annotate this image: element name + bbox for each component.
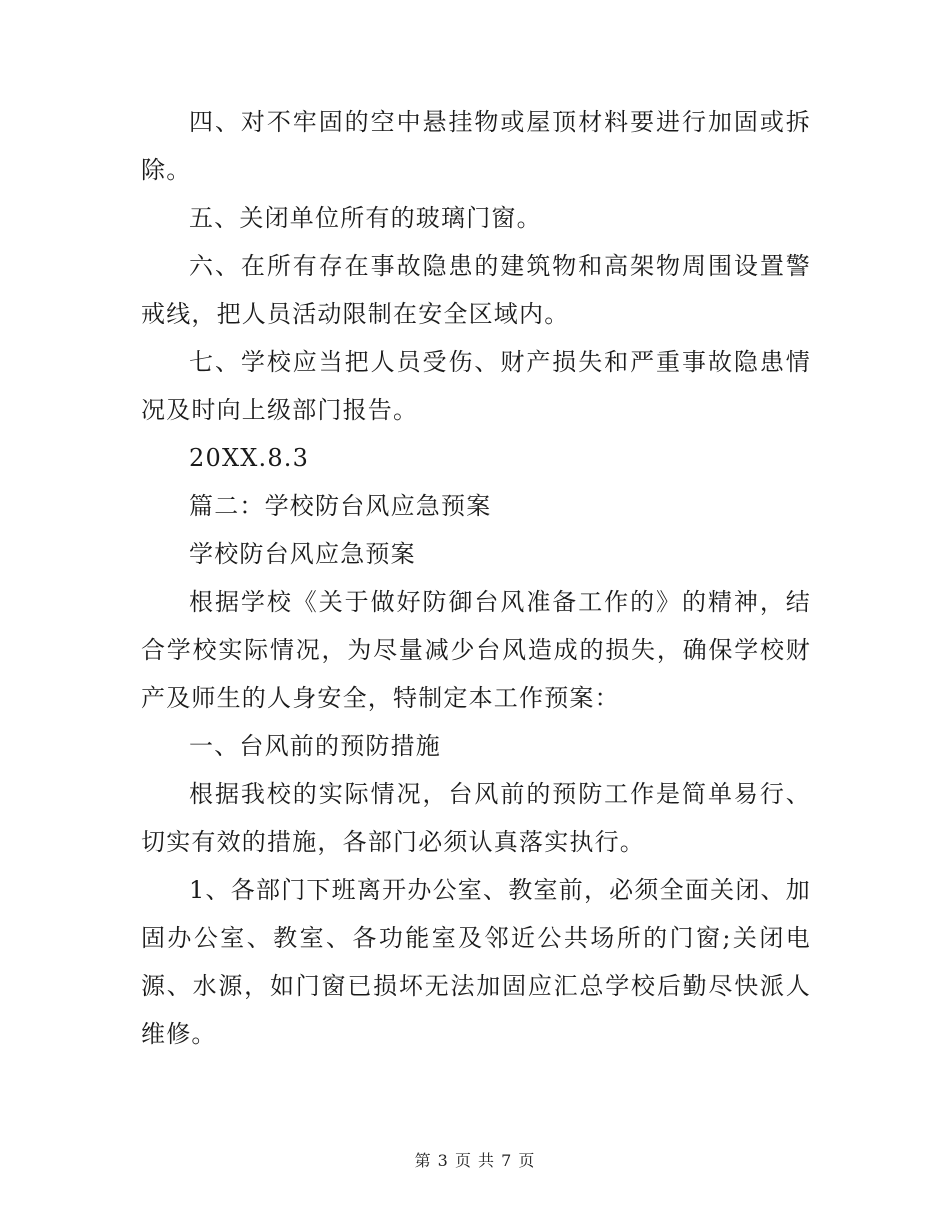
- paragraph-item-7: 七、学校应当把人员受伤、财产损失和严重事故隐患情况及时向上级部门报告。: [141, 348, 811, 424]
- measure-item-1: 1、各部门下班离开办公室、教室前，必须全面关闭、加固办公室、教室、各功能室及邻近公共场所的门窗;关闭电源、水源，如门窗已损坏无法加固应汇总学校后勤尽快派人维修。: [141, 876, 811, 1048]
- paragraph-item-6: 六、在所有存在事故隐患的建筑物和高架物周围设置警戒线，把人员活动限制在安全区域内。: [141, 252, 811, 328]
- section-heading: 篇二：学校防台风应急预案: [189, 492, 492, 520]
- paragraph-item-4: 四、对不牢固的空中悬挂物或屋顶材料要进行加固或拆除。: [141, 108, 811, 184]
- document-date: 20XX.8.3: [189, 444, 310, 472]
- document-body: [141, 98, 811, 1058]
- prevention-paragraph: 根据我校的实际情况，台风前的预防工作是简单易行、切实有效的措施，各部门必须认真落实执行。: [141, 780, 811, 856]
- document-title: 学校防台风应急预案: [189, 540, 416, 568]
- page-number: 第 3 页 共 7 页: [414, 1151, 536, 1170]
- subsection-heading: 一、台风前的预防措施: [189, 732, 441, 760]
- intro-paragraph: 根据学校《关于做好防御台风准备工作的》的精神，结合学校实际情况，为尽量减少台风造成的损失，确保学校财产及师生的人身安全，特制定本工作预案：: [141, 588, 811, 712]
- paragraph-item-5: 五、关闭单位所有的玻璃门窗。: [189, 204, 542, 232]
